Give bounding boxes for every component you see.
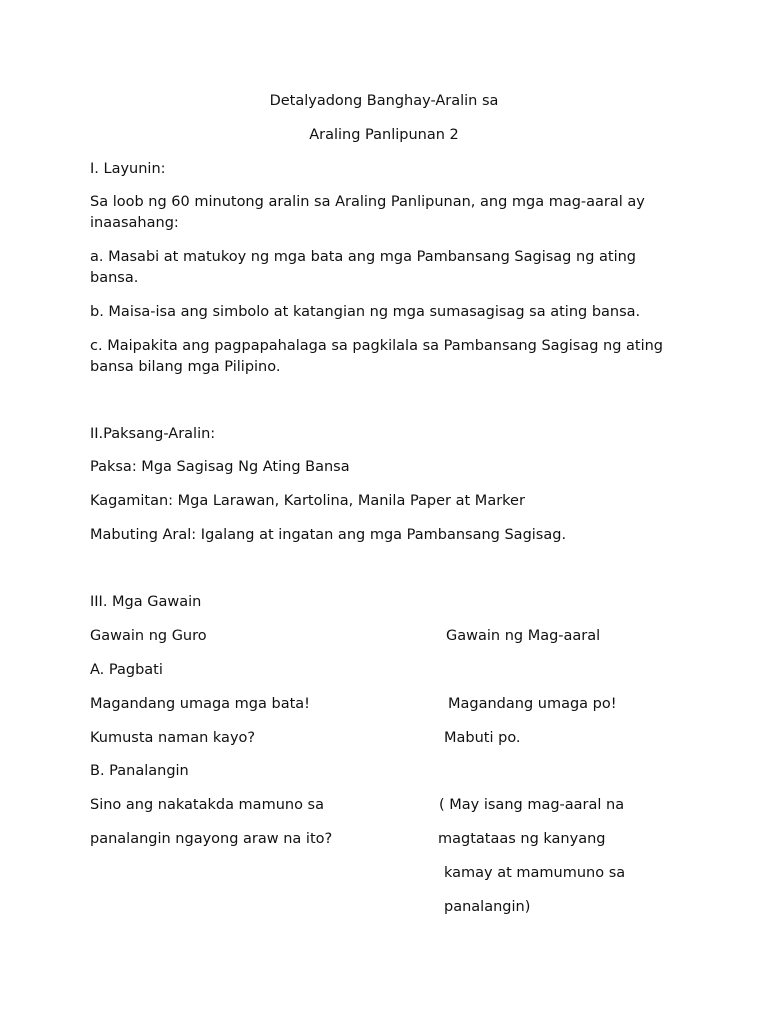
section-heading-paksang-aralin: II.Paksang-Aralin: [90, 426, 216, 442]
mag-aaral-line: ( May isang mag-aaral na [439, 797, 625, 813]
guro-line: panalangin ngayong araw na ito? [90, 831, 333, 847]
layunin-intro: Sa loob ng 60 minutong aralin sa Araling Panlipunan, ang mga mag-aaral ay inaasahang: [90, 194, 645, 231]
document-title: Detalyadong Banghay-Aralin sa [269, 93, 499, 109]
mag-aaral-line: Mabuti po. [444, 730, 521, 746]
mag-aaral-line: kamay at mamumuno sa [444, 865, 626, 881]
column-header-guro: Gawain ng Guro [90, 628, 207, 644]
guro-line: Kumusta naman kayo? [90, 730, 256, 746]
layunin-item-b: b. Maisa-isa ang simbolo at katangian ng mga sumasagisag sa ating bansa. [90, 304, 641, 320]
mag-aaral-line: Magandang umaga po! [448, 696, 617, 712]
layunin-item-a: a. Masabi at matukoy ng mga bata ang mga Pambansang Sagisag ng ating bansa. [90, 249, 636, 286]
paksa-text: Paksa: Mga Sagisag Ng Ating Bansa [90, 459, 350, 475]
guro-line: Sino ang nakatakda mamuno sa [90, 797, 324, 813]
guro-line: Magandang umaga mga bata! [90, 696, 310, 712]
section-heading-layunin: I. Layunin: [90, 161, 166, 177]
subsection-panalangin: B. Panalangin [90, 763, 189, 779]
subsection-pagbati: A. Pagbati [90, 662, 163, 678]
layunin-item-c: c. Maipakita ang pagpapahalaga sa pagkilala sa Pambansang Sagisag ng ating bansa bilang mga Pilipino. [90, 338, 664, 375]
kagamitan-text: Kagamitan: Mga Larawan, Kartolina, Manila Paper at Marker [90, 493, 525, 509]
mabuting-aral-text: Mabuting Aral: Igalang at ingatan ang mga Pambansang Sagisag. [90, 527, 567, 543]
section-heading-gawain: III. Mga Gawain [90, 594, 202, 610]
document-subtitle: Araling Panlipunan 2 [309, 127, 459, 143]
mag-aaral-line: panalangin) [444, 899, 531, 915]
mag-aaral-line: magtataas ng kanyang [438, 831, 606, 847]
column-header-mag-aaral: Gawain ng Mag-aaral [446, 628, 601, 644]
